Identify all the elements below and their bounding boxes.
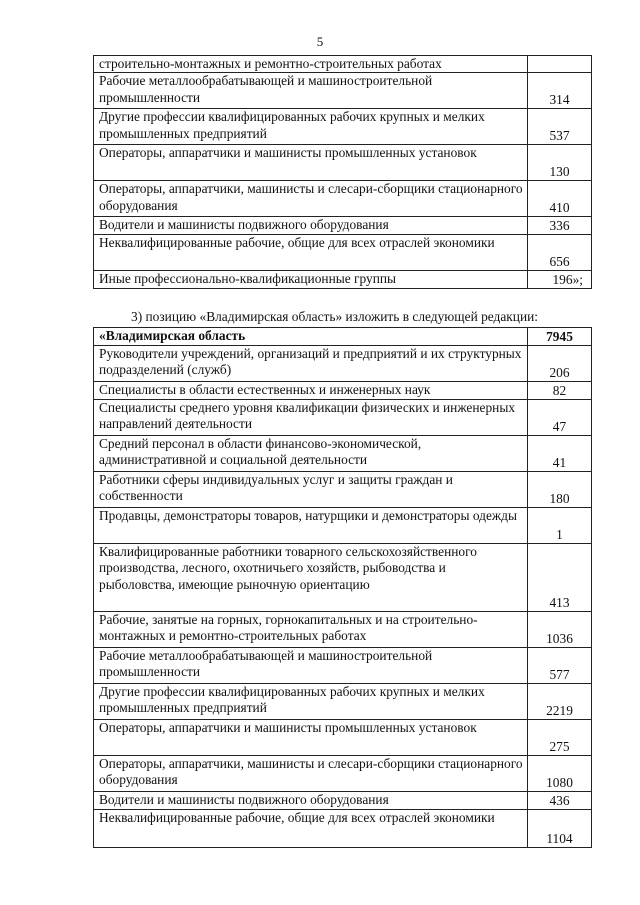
row-label: Рабочие металлообрабатывающей и машиностроительной промышленности — [94, 648, 528, 684]
occupation-table-continued — [93, 55, 592, 289]
row-label: Продавцы, демонстраторы товаров, натурщики и демонстраторы одежды — [94, 508, 528, 544]
region-name: «Владимирская область — [94, 328, 528, 346]
row-value: 130 — [528, 145, 592, 181]
row-value — [528, 56, 592, 73]
row-label: Рабочие, занятые на горных, горнокапитальных и на строительно-монтажных и ремонтно-строительных работах — [94, 612, 528, 648]
vladimir-region-table — [93, 327, 592, 848]
table-row — [94, 145, 592, 181]
table-row — [94, 436, 592, 472]
row-label: Операторы, аппаратчики и машинисты промышленных установок — [94, 145, 528, 181]
row-label: Руководители учреждений, организаций и предприятий и их структурных подразделений (служб) — [94, 346, 528, 382]
row-value: 275 — [528, 720, 592, 756]
table-row — [94, 508, 592, 544]
row-value: 180 — [528, 472, 592, 508]
row-label: Операторы, аппаратчики, машинисты и слесари-сборщики стационарного оборудования — [94, 181, 528, 217]
row-label: Работники сферы индивидуальных услуг и защиты граждан и собственности — [94, 472, 528, 508]
region-total: 7945 — [528, 328, 592, 346]
row-value: 1080 — [528, 756, 592, 792]
row-value: 1 — [528, 508, 592, 544]
row-value: 413 — [528, 544, 592, 612]
row-label: Квалифицированные работники товарного сельскохозяйственного производства, лесного, охотничьего хозяйств, рыбоводства и рыболовства, имеющие рыночную ориентацию — [94, 544, 528, 612]
table-row — [94, 720, 592, 756]
row-value: 1036 — [528, 612, 592, 648]
table-row — [94, 684, 592, 720]
table-row — [94, 792, 592, 810]
row-value: 1104 — [528, 810, 592, 848]
table-row — [94, 346, 592, 382]
row-label: Специалисты в области естественных и инженерных наук — [94, 382, 528, 400]
row-label: строительно-монтажных и ремонтно-строительных работах — [94, 56, 528, 73]
row-label: Водители и машинисты подвижного оборудования — [94, 792, 528, 810]
row-value: 336 — [528, 217, 592, 235]
row-value: 196»; — [528, 271, 592, 289]
row-value: 577 — [528, 648, 592, 684]
row-value: 206 — [528, 346, 592, 382]
row-label: Другие профессии квалифицированных рабочих крупных и мелких промышленных предприятий — [94, 109, 528, 145]
table-row — [94, 756, 592, 792]
row-label: Иные профессионально-квалификационные группы — [94, 271, 528, 289]
amendment-paragraph: 3) позицию «Владимирская область» изложить в следующей редакции: — [131, 309, 539, 324]
row-value: 537 — [528, 109, 592, 145]
row-value: 41 — [528, 436, 592, 472]
row-label: Операторы, аппаратчики, машинисты и слесари-сборщики стационарного оборудования — [94, 756, 528, 792]
row-value: 2219 — [528, 684, 592, 720]
row-value: 82 — [528, 382, 592, 400]
table-row — [94, 56, 592, 73]
table-row — [94, 382, 592, 400]
table-row — [94, 472, 592, 508]
table-row — [94, 235, 592, 271]
row-label: Операторы, аппаратчики и машинисты промышленных установок — [94, 720, 528, 756]
table-row — [94, 612, 592, 648]
row-label: Другие профессии квалифицированных рабочих крупных и мелких промышленных предприятий — [94, 684, 528, 720]
row-label: Специалисты среднего уровня квалификации физических и инженерных направлений деятельности — [94, 400, 528, 436]
table-row — [94, 271, 592, 289]
row-label: Средний персонал в области финансово-экономической, административной и социальной деятельности — [94, 436, 528, 472]
row-value: 47 — [528, 400, 592, 436]
table-row — [94, 181, 592, 217]
table-row — [94, 73, 592, 109]
table-row — [94, 217, 592, 235]
row-label: Неквалифицированные рабочие, общие для всех отраслей экономики — [94, 235, 528, 271]
row-value: 410 — [528, 181, 592, 217]
table-row — [94, 400, 592, 436]
table-row — [94, 648, 592, 684]
table-row — [94, 810, 592, 848]
page-number: 5 — [316, 34, 324, 49]
row-value: 436 — [528, 792, 592, 810]
row-label: Неквалифицированные рабочие, общие для всех отраслей экономики — [94, 810, 528, 848]
table-row-region-total — [94, 328, 592, 346]
row-label: Рабочие металлообрабатывающей и машиностроительной промышленности — [94, 73, 528, 109]
row-value: 656 — [528, 235, 592, 271]
table-row — [94, 109, 592, 145]
row-value: 314 — [528, 73, 592, 109]
row-label: Водители и машинисты подвижного оборудования — [94, 217, 528, 235]
table-row — [94, 544, 592, 612]
